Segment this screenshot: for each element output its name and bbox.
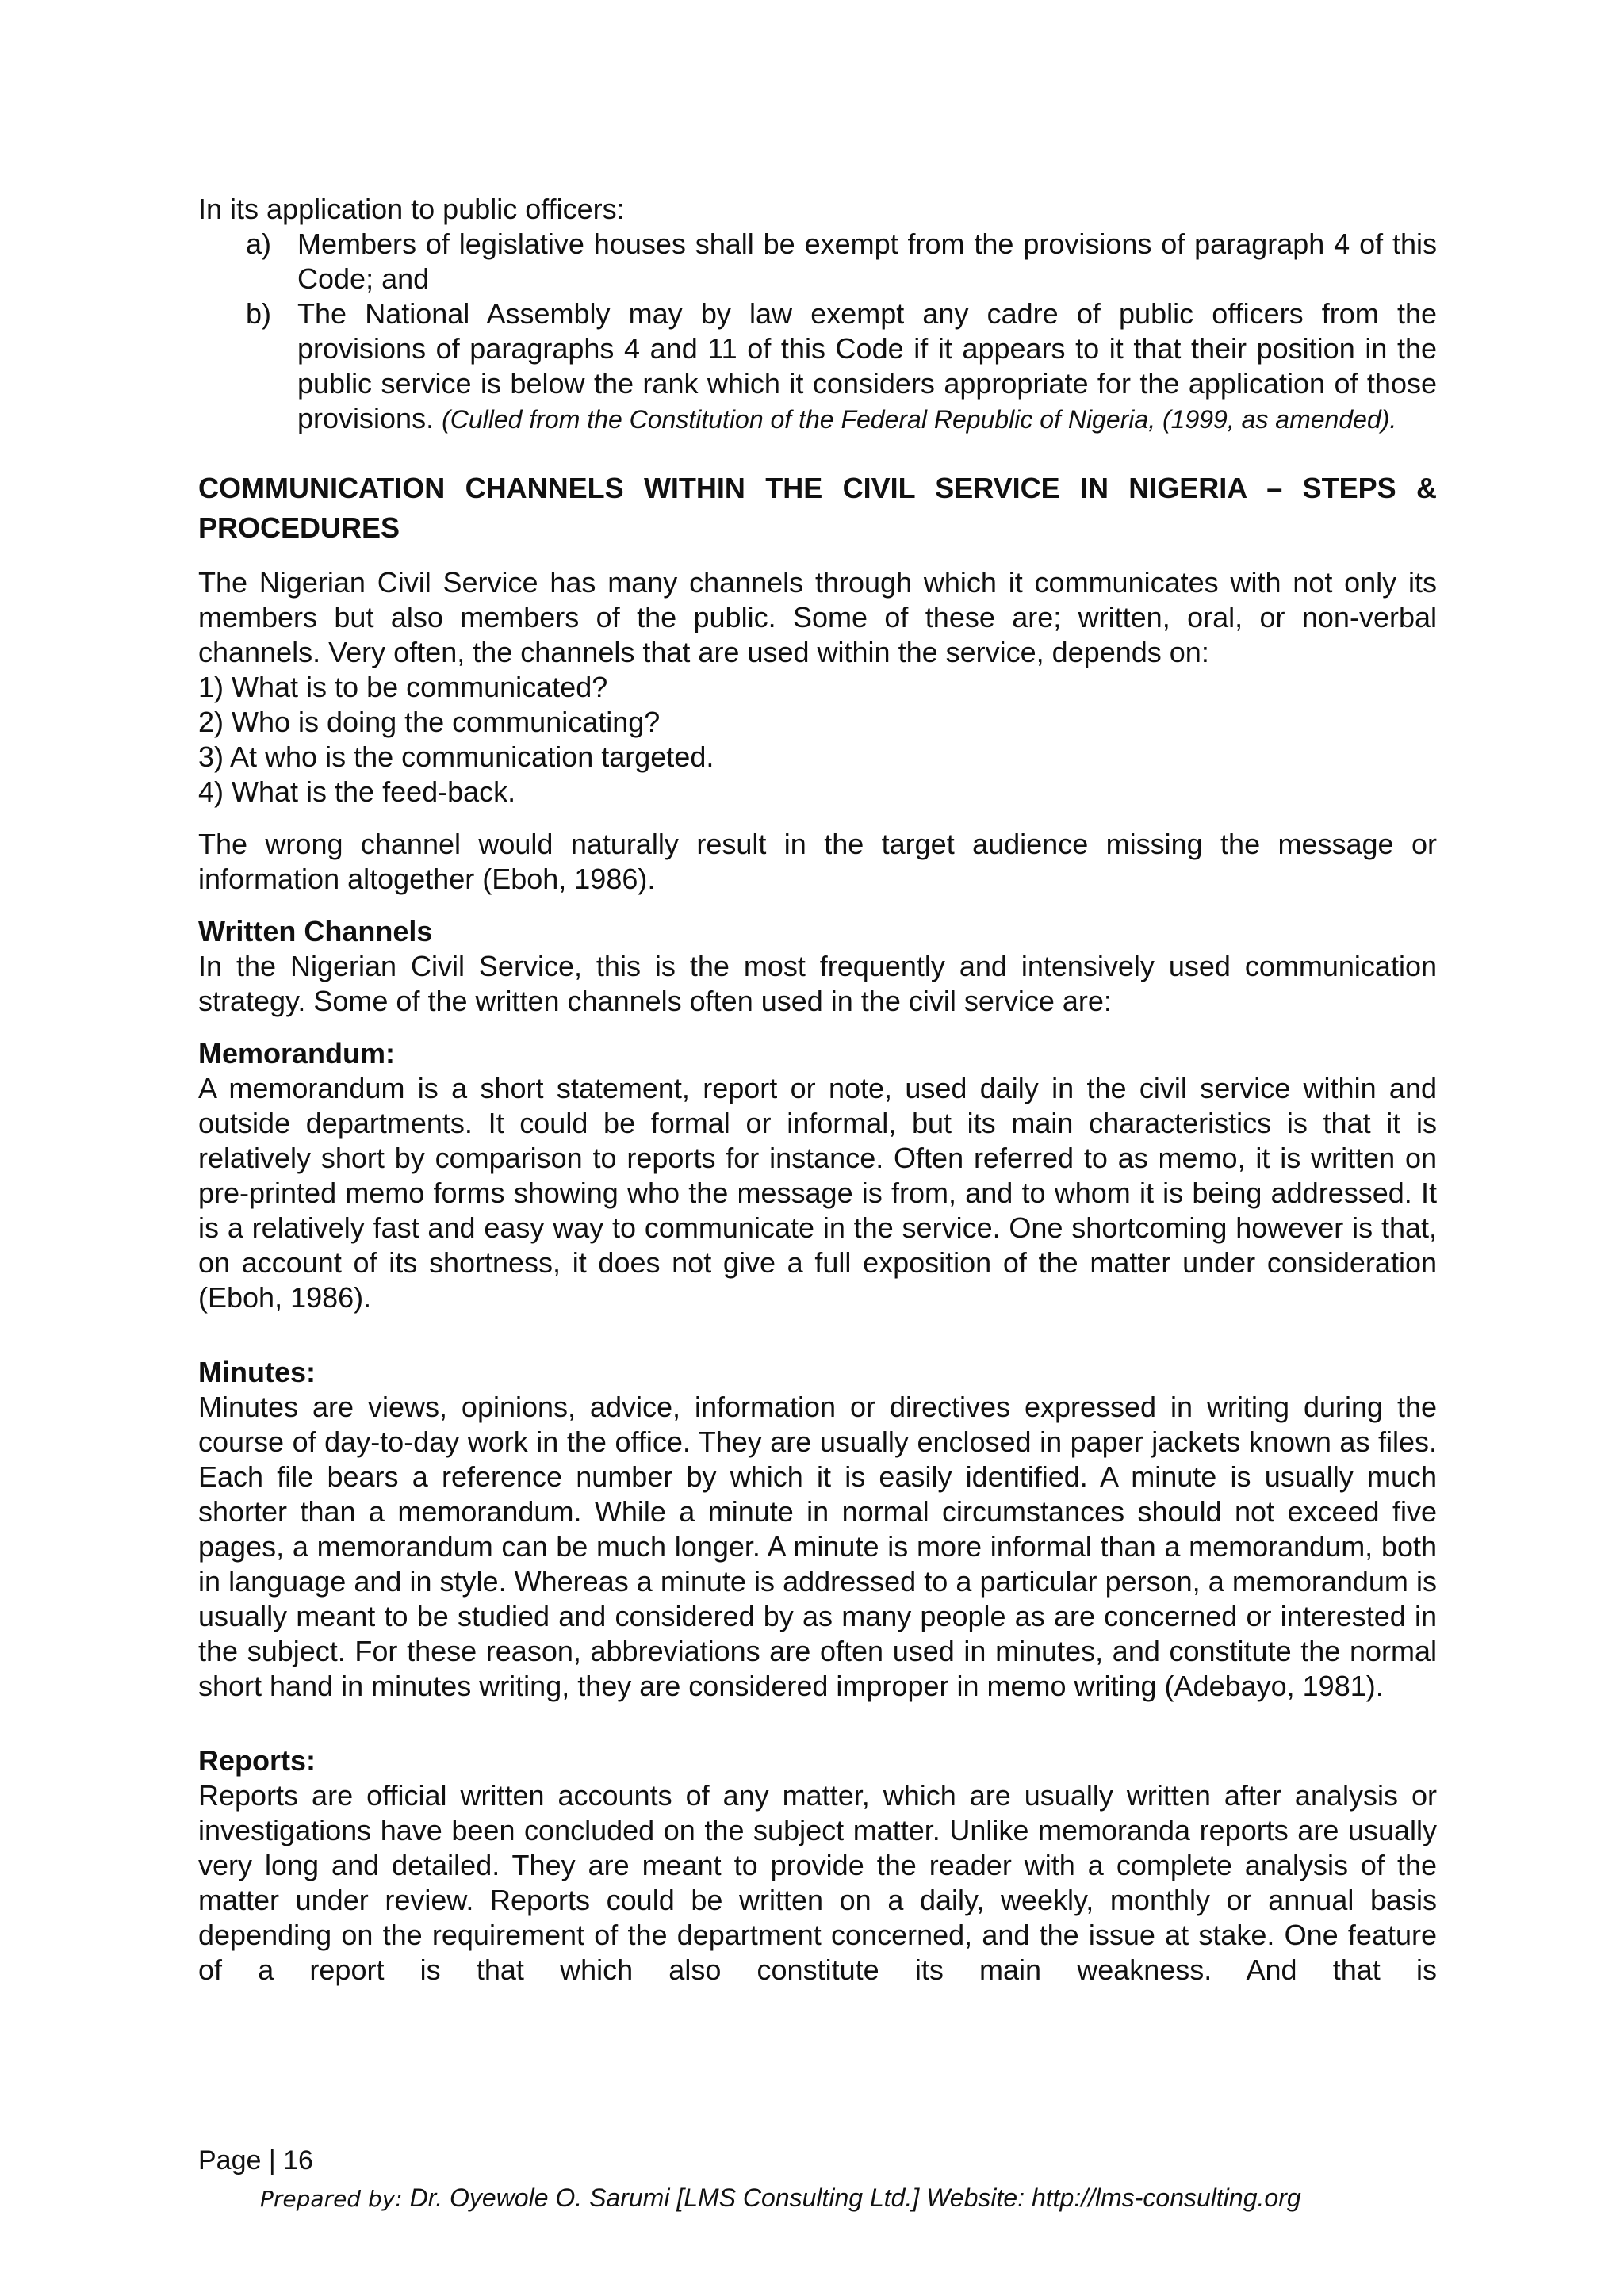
section-heading: COMMUNICATION CHANNELS WITHIN THE CIVIL SERVICE IN NIGERIA – STEPS & PROCEDURES xyxy=(198,472,1437,544)
memorandum-text: A memorandum is a short statement, report or note, used daily in the civil service within and outside departments. It could be formal or informal, but its main characteristics is that it is relatively short by comparison to reports for instance. Often referred to as memo, it is written on pre-printed memo forms showing who the message is from, and to whom it is being addressed. It is a relatively fast and easy way to communicate in the service. One shortcoming however is that, on account of its shortness, it does not give a full exposition of the matter under consideration (Eboh, 1986). xyxy=(198,1072,1437,1314)
minutes-heading: Minutes: xyxy=(198,1356,316,1388)
prepared-label: Prepared by: xyxy=(260,2186,403,2212)
reports-heading: Reports: xyxy=(198,1744,316,1777)
footer-credit xyxy=(260,2183,1301,2213)
citation: (Culled from the Constitution of the Federal Republic of Nigeria, (1999, as amended). xyxy=(442,405,1397,434)
list-item xyxy=(198,297,1437,437)
minutes-text: Minutes are views, opinions, advice, information or directives expressed in writing during the course of day-to-day work in the office. They are usually enclosed in paper jackets known as files. Each file bears a reference number by which it is easily identified. A minute is usually much shorter than a memorandum. While a minute in normal circumstances should not exceed five pages, a memorandum can be much longer. A minute is more informal than a memorandum, both in language and in style. Whereas a minute is addressed to a particular person, a memorandum is usually meant to be studied and considered by as many people as are concerned or interested in the subject. For these reason, abbreviations are often used in minutes, and constitute the normal short hand in minutes writing, they are considered improper in memo writing (Adebayo, 1981). xyxy=(198,1391,1437,1702)
list-item-text: The National Assembly may by law exempt any cadre of public officers from the provisions of paragraphs 4 and 11 of this Code if it appears to it that their position in the public service is below the rank which it considers appropriate for the application of those provisions. xyxy=(297,297,1437,434)
wrong-channel-paragraph: The wrong channel would naturally result in the target audience missing the message or information altogether (Eboh, 1986). xyxy=(198,828,1437,895)
list-item xyxy=(198,227,1437,297)
intro-text: In its application to public officers: xyxy=(198,193,625,225)
list-marker: a) xyxy=(246,228,272,260)
application-list xyxy=(198,227,1437,437)
reports-text: Reports are official written accounts of any matter, which are usually written after analysis or investigations have been concluded on the subject matter. Unlike memoranda reports are usually very long and detailed. They are meant to provide the reader with a complete analysis of the matter under review. Reports could be written on a daily, weekly, monthly or annual basis depending on the requirement of the department concerned, and the issue at stake. One feature of a report is that which also constitute its main weakness. And that is xyxy=(198,1779,1437,1986)
list-marker: b) xyxy=(246,297,272,330)
list-item: 2) Who is doing the communicating? xyxy=(198,706,661,738)
list-item-text: Members of legislative houses shall be exempt from the provisions of paragraph 4 of this Code; and xyxy=(297,228,1437,295)
channels-intro: The Nigerian Civil Service has many channels through which it communicates with not only its members but also members of the public. Some of these are; written, oral, or non-verbal channels. Very often, the channels that are used within the service, depends on: xyxy=(198,566,1437,668)
depends-on-list xyxy=(198,670,1437,809)
credit-text: Dr. Oyewole O. Sarumi [LMS Consulting Ltd.] Website: http://lms-consulting.org xyxy=(409,2183,1301,2212)
memorandum-heading: Memorandum: xyxy=(198,1037,396,1070)
document-body xyxy=(198,192,1437,1988)
list-item: 3) At who is the communication targeted. xyxy=(198,740,714,773)
page-number: Page | 16 xyxy=(198,2145,313,2175)
written-channels-text: In the Nigerian Civil Service, this is the most frequently and intensively used communication strategy. Some of the written channels often used in the civil service are: xyxy=(198,950,1437,1017)
written-channels-heading: Written Channels xyxy=(198,915,433,947)
list-item: 4) What is the feed-back. xyxy=(198,775,516,808)
list-item: 1) What is to be communicated? xyxy=(198,671,608,703)
